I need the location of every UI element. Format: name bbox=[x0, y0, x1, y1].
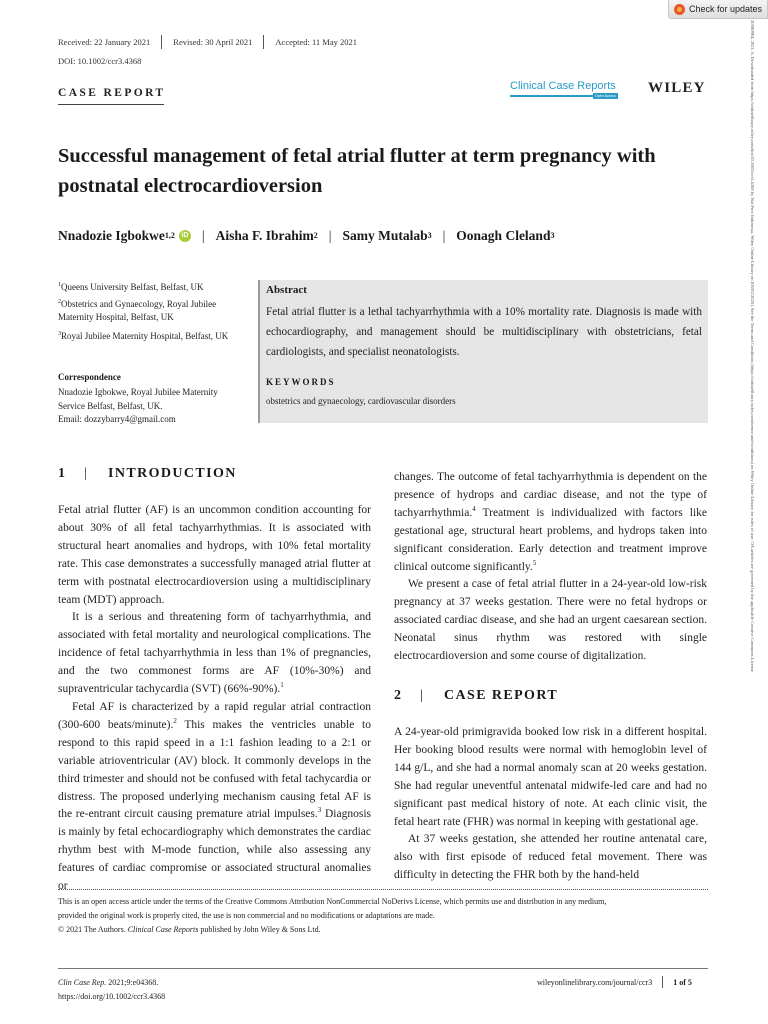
date-divider bbox=[161, 35, 162, 49]
affiliation-number: 3 bbox=[58, 331, 61, 337]
paragraph-text: changes. The outcome of fetal tachyarrhythmia is dependent on the presence of hydrops and cardiac disease, and not the type of tachyarrhythmia. bbox=[394, 471, 707, 519]
citation-ref[interactable]: 5 bbox=[532, 558, 537, 567]
article-dates bbox=[58, 36, 357, 48]
paragraph-text: Treatment is individualized with factors like gestational age, structural heart problems, and hydrops taken into significant consideration. Early detection and treatment improve clinical outcome significantly. bbox=[394, 506, 707, 573]
article-type-underline bbox=[58, 104, 164, 105]
check-for-updates-label: Check for updates bbox=[689, 4, 763, 14]
citation-ref[interactable]: 3 bbox=[317, 806, 322, 815]
author-name[interactable]: Oonagh Cleland bbox=[456, 228, 551, 243]
citation-ref[interactable]: 1 bbox=[280, 681, 284, 690]
correspondence-heading: Correspondence bbox=[58, 372, 121, 382]
page-number: 1 of 5 bbox=[673, 977, 692, 987]
section-heading-introduction bbox=[58, 466, 237, 482]
footer-citation bbox=[58, 976, 165, 1004]
author-name[interactable]: Nnadozie Igbokwe bbox=[58, 228, 165, 243]
author-name[interactable]: Samy Mutalab bbox=[342, 228, 428, 243]
paragraph bbox=[394, 469, 707, 576]
open-access-tag: Open Access bbox=[595, 94, 616, 98]
date-divider bbox=[263, 35, 264, 49]
right-column-body-case bbox=[394, 724, 707, 885]
license-line: This is an open access article under the terms of the Creative Commons Attribution NonCommercial NoDerivs License, which permits use and distribution in any medium, bbox=[58, 897, 607, 906]
orcid-icon[interactable]: iD bbox=[179, 230, 191, 242]
paragraph: At 37 weeks gestation, she attended her routine antenatal care, also with first episode of reduced fetal movement. There was difficulty in detecting the FHR both by the hand-held bbox=[394, 833, 707, 882]
affiliation bbox=[58, 279, 243, 294]
journal-site-link[interactable]: wileyonlinelibrary.com/journal/ccr3 bbox=[537, 977, 653, 987]
crossmark-icon bbox=[674, 4, 685, 15]
left-column-body bbox=[58, 502, 371, 896]
check-for-updates-button[interactable] bbox=[668, 0, 768, 19]
author-divider: | bbox=[328, 228, 332, 243]
license-divider bbox=[58, 889, 708, 890]
copyright-journal: Clinical Case Reports bbox=[127, 925, 199, 934]
paragraph-text: Fetal AF is characterized by a rapid regular atrial contraction (300-600 beats/minute). bbox=[58, 700, 371, 731]
affiliation-text: Queens University Belfast, Belfast, UK bbox=[61, 282, 204, 292]
publisher-logo[interactable]: WILEY bbox=[648, 80, 706, 96]
paragraph-text: This makes the ventricles unable to respond to this rapid speed in a 1:1 fashion leading to a 2:1 or variable atrioventricular (AV) block. It commonly develops in the third trimester and should not be confused with fetal tachycardia or distress. The proposed underlying mechanism causing fetal AF is the re-entrant circuit causing premature atrial impulses. bbox=[58, 718, 371, 821]
affiliation-number: 1 bbox=[58, 282, 61, 288]
affiliation bbox=[58, 296, 243, 324]
paragraph: Fetal atrial flutter (AF) is an uncommon condition accounting for about 30% of all fetal tachyarrhythmias. It is associated with structural heart anomalies and hydrops, with 10% fetal mortality rate. This case demonstrates a successfully managed atrial flutter at term with postnatal electrocardioversion using a multidisciplinary team (MDT) approach. bbox=[58, 504, 371, 606]
author-list bbox=[58, 228, 554, 244]
paragraph: We present a case of fetal atrial flutter in a 24-year-old low-risk pregnancy at 37 weeks gestation. There were no fetal hydrops or associated cardiac disease, and she had an urgent caesarean section. Neonatal sinus rhythm was restored with single electrocardioversion and some course of digitalization. bbox=[394, 578, 707, 663]
margin-note-text: 20500904, 2021, 6, Downloaded from https://onlinelibrary.wiley.com/doi/10.1002/ccr3.4368 by Nat Prov Indonesia, Wiley Online Library on [05/02/2025]. See the Terms and Conditions (https://onlinelibrary.wiley.com/terms-and-conditions) on Wiley Online Library for rules of use; OA articles are governed by the applicable Creative Commons License bbox=[750, 20, 755, 672]
accepted-date: Accepted: 11 May 2021 bbox=[275, 37, 357, 47]
correspondence-email[interactable]: Email: dozzybarry4@gmail.com bbox=[58, 414, 176, 424]
keywords-heading: KEYWORDS bbox=[266, 377, 336, 387]
section-divider: | bbox=[420, 688, 425, 703]
license-line: provided the original work is properly cited, the use is non commercial and no modifications or adaptations are made. bbox=[58, 911, 435, 920]
affiliation bbox=[58, 328, 243, 343]
download-margin-note bbox=[746, 20, 758, 1010]
journal-logo[interactable]: Clinical Case Reports bbox=[510, 80, 616, 92]
copyright-text: © 2021 The Authors. bbox=[58, 925, 128, 934]
article-title: Successful management of fetal atrial flutter at term pregnancy with postnatal electrocardioversion bbox=[58, 145, 656, 197]
abstract-text: Fetal atrial flutter is a lethal tachyarrhythmia with a 10% mortality rate. Diagnosis is made with echocardiography, and management should be multidisciplinary with obstetricians, fetal cardiologists, and specialist neonatologists. bbox=[266, 306, 702, 358]
copyright-line bbox=[58, 923, 718, 937]
footer-divider bbox=[58, 968, 708, 969]
author-divider: | bbox=[201, 228, 205, 243]
right-column-body bbox=[394, 469, 707, 666]
section-divider: | bbox=[84, 466, 89, 481]
affiliation-text: Royal Jubilee Maternity Hospital, Belfast, UK bbox=[61, 331, 229, 341]
paragraph bbox=[58, 699, 371, 896]
affiliation-text: Obstetrics and Gynaecology, Royal Jubilee Maternity Hospital, Belfast, UK bbox=[58, 299, 217, 322]
copyright-text: published by John Wiley & Sons Ltd. bbox=[198, 925, 321, 934]
paragraph-text: Diagnosis is mainly by fetal echocardiography which demonstrates the cardiac rhythm best with M-mode function, while also assessing any features of cardiac compromise or associated structural anomalies or bbox=[58, 808, 371, 893]
revised-date: Revised: 30 April 2021 bbox=[173, 37, 253, 47]
section-number: 1 bbox=[58, 466, 67, 481]
paragraph-text: It is a serious and threatening form of tachyarrhythmia, and associated with fetal mortality and neurological complications. The incidence of fetal tachyarrhythmia in less than 1% of pregnancies, and the two commonest forms are AF (10%-30%) and supraventricular tachycardia (SVT) (66%-90%). bbox=[58, 611, 371, 696]
section-title: INTRODUCTION bbox=[108, 466, 237, 481]
author-affiliation-sup: 2 bbox=[313, 230, 318, 240]
abstract-heading: Abstract bbox=[266, 284, 307, 296]
footer-right bbox=[537, 976, 692, 988]
author-affiliation-sup: 1,2 bbox=[164, 230, 175, 240]
keywords-text: obstetrics and gynaecology, cardiovascular disorders bbox=[266, 396, 456, 406]
citation-text: 2021;9:e04368. bbox=[106, 978, 159, 987]
author-divider: | bbox=[442, 228, 446, 243]
section-number: 2 bbox=[394, 688, 403, 703]
doi-label: DOI: 10.1002/ccr3.4368 bbox=[58, 56, 142, 66]
correspondence-body bbox=[58, 386, 243, 427]
affiliation-number: 2 bbox=[58, 299, 61, 305]
footer-divider-bar bbox=[662, 976, 663, 988]
footer-doi-link[interactable]: https://doi.org/10.1002/ccr3.4368 bbox=[58, 992, 166, 1001]
paragraph bbox=[58, 609, 371, 699]
citation-journal: Clin Case Rep. bbox=[58, 978, 107, 987]
section-heading-case-report bbox=[394, 688, 558, 704]
article-type: CASE REPORT bbox=[58, 87, 166, 99]
author-affiliation-sup: 3 bbox=[550, 230, 555, 240]
citation-ref[interactable]: 4 bbox=[472, 504, 476, 513]
paragraph: A 24-year-old primigravida booked low risk in a different hospital. Her booking blood results were normal with hemoglobin level of 144 g/L, and she had a normal anomaly scan at 20 weeks gestation. She had regular uneventful antenatal midwife-led care and had no significant past medical history of note. At each clinic visit, the fetal heart rate (FHR) was normal in keeping with gestational age. bbox=[394, 726, 707, 828]
author-name[interactable]: Aisha F. Ibrahim bbox=[215, 228, 314, 243]
received-date: Received: 22 January 2021 bbox=[58, 37, 151, 47]
section-title: CASE REPORT bbox=[444, 688, 559, 703]
citation-ref[interactable]: 2 bbox=[173, 717, 177, 726]
citation-line bbox=[58, 976, 165, 990]
author-affiliation-sup: 3 bbox=[427, 230, 432, 240]
correspondence-address: Nnadozie Igbokwe, Royal Jubilee Maternity Service Belfast, Belfast, UK. bbox=[58, 387, 218, 411]
license-notice bbox=[58, 895, 718, 937]
